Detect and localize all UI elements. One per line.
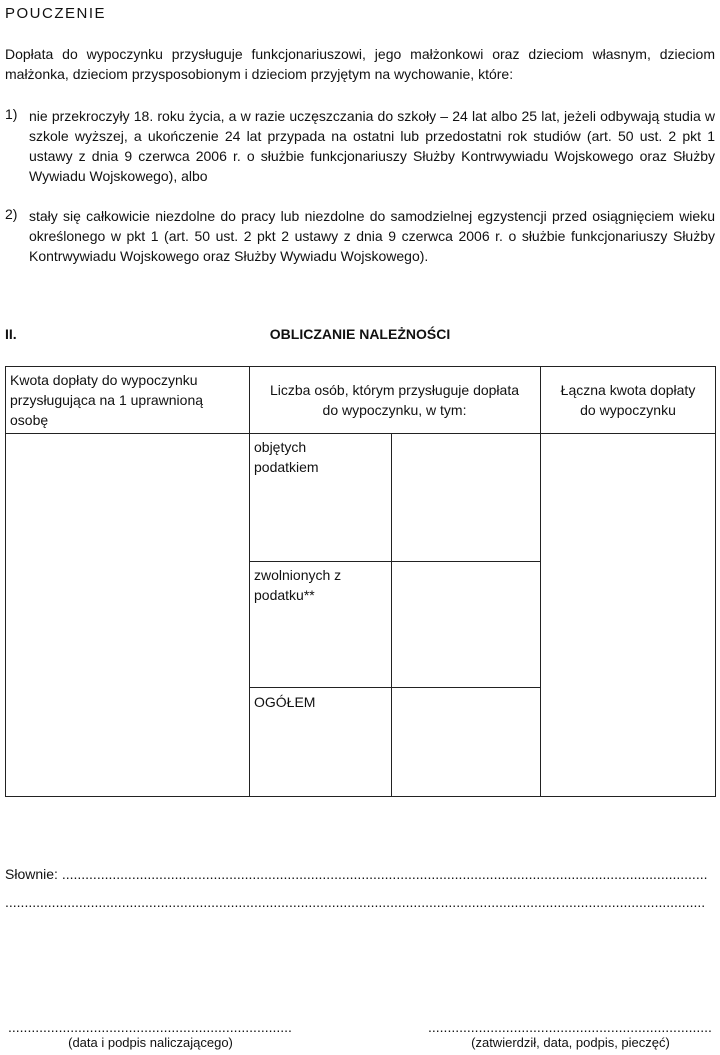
signature-caption-left: (data i podpis naliczającego) (68, 1035, 233, 1050)
row-label-total: OGÓŁEM (254, 694, 316, 710)
signature-line-left[interactable]: ......................................................................... (8, 1019, 292, 1035)
list-item-text: stały się całkowicie niezdolne do pracy lub niezdolne do samodzielnej egzystencji przed osiągnięciem wieku określonego w pkt 1 (art. 50 ust. 2 pkt 2 ustawy z dnia 9 czerwca 2006 r. o służbie funkcjonariuszy Służby Kontrwywiadu Wojskowego oraz Służby Wywiadu Wojskowego). (29, 208, 715, 264)
table-header-divider (6, 433, 715, 434)
list-item-number: 2) (5, 206, 18, 222)
list-item (5, 206, 715, 266)
row-label-exempt: zwolnionych z podatku** (254, 567, 342, 603)
row-divider (249, 561, 540, 562)
list-item-number: 1) (5, 106, 18, 122)
column-divider (540, 367, 541, 796)
list-item-text: nie przekroczyły 18. roku życia, a w razie uczęszczania do szkoły – 24 lat albo 25 lat, jeżeli odbywają studia w szkole wyższej, a ukończenie 24 lat przypada na ostatni lub przedostatni rok studiów (art. 50 ust. 2 pkt 1 ustawy z dnia 9 czerwca 2006 r. o służbie funkcjonariuszy Służby Kontrwywiadu Wojskowego oraz Służby Wywiadu Wojskowego), albo (29, 108, 715, 184)
amount-in-words-line[interactable] (5, 865, 715, 883)
amount-in-words-line2[interactable]: .................................................................................................................................................................................... (5, 894, 706, 910)
intro-paragraph: Dopłata do wypoczynku przysługuje funkcjonariuszowi, jego małżonkowi oraz dzieciom własnym, dzieciom małżonka, dzieciom przysposobionym i dzieciom przyjętym na wychowanie, które: (5, 46, 715, 82)
signature-caption-right: (zatwierdził, data, podpis, pieczęć) (471, 1035, 670, 1050)
list-item (5, 106, 715, 186)
amount-in-words-dots: ...................................................................................................................................................................... (61, 866, 708, 882)
col3-header: Łączna kwota dopłaty do wypoczynku (560, 382, 696, 418)
col2-header: Liczba osób, którym przysługuje dopłata do wypoczynku, w tym: (269, 382, 520, 418)
row-divider (249, 687, 540, 688)
column-divider (249, 367, 250, 796)
calculation-table (5, 366, 716, 797)
signature-line-right[interactable]: ......................................................................... (428, 1019, 712, 1035)
subcolumn-divider (391, 433, 392, 796)
page-title: POUCZENIE (5, 5, 107, 22)
row-label-taxed: objętych podatkiem (254, 439, 319, 475)
section-number: II. (5, 326, 17, 342)
col1-header: Kwota dopłaty do wypoczynku przysługująca na 1 uprawnioną osobę (10, 372, 204, 428)
amount-in-words-label: Słownie: (5, 866, 58, 882)
section-title: OBLICZANIE NALEŻNOŚCI (269, 326, 451, 342)
